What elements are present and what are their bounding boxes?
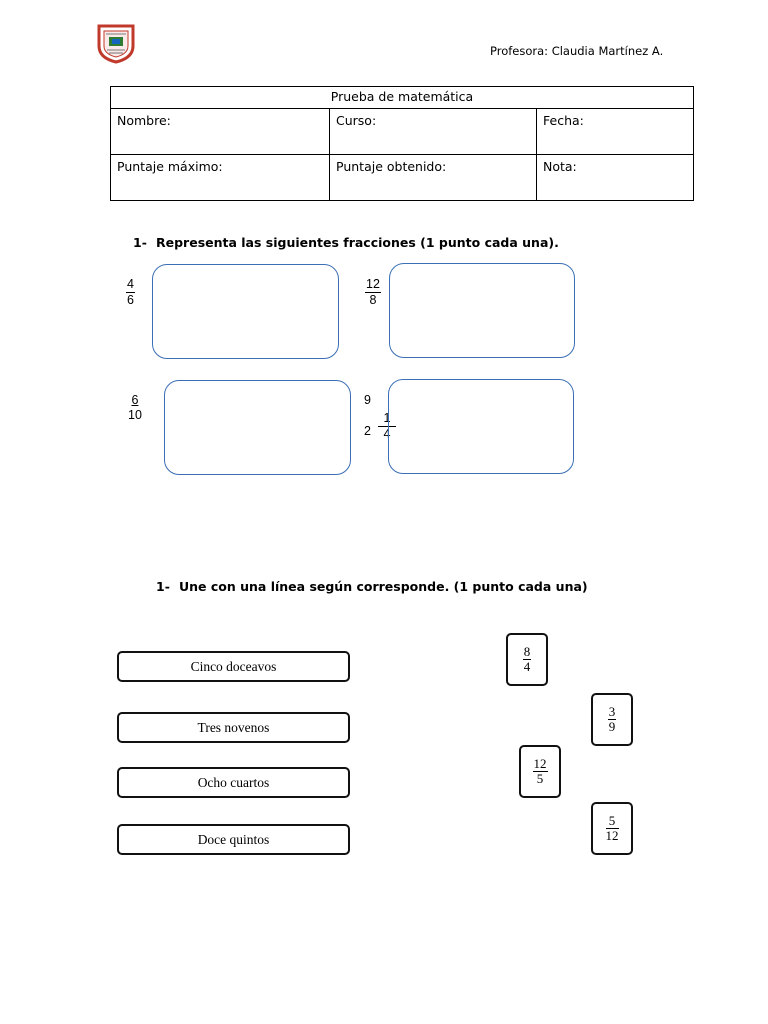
numerator: 8 <box>523 644 531 659</box>
numerator: 1 <box>378 411 396 427</box>
numerator: 12 <box>366 277 380 291</box>
word-box-doce-quintos[interactable]: Doce quintos <box>117 824 350 855</box>
denominator: 12 <box>605 828 619 843</box>
denominator: 5 <box>536 771 544 786</box>
numerator: 5 <box>606 814 619 829</box>
numerator: 3 <box>608 704 616 719</box>
fraction-card-5-12[interactable] <box>591 802 633 855</box>
denominator: 8 <box>369 293 377 307</box>
numerator: 12 <box>533 756 547 771</box>
question-text: Une con una línea según corresponde. (1 punto cada una) <box>179 579 588 594</box>
fraction-6-10 <box>128 393 142 423</box>
school-crest-logo <box>95 22 137 64</box>
denominator: 6 <box>127 293 134 307</box>
question-number: 1- <box>156 579 170 594</box>
fraction-card-12-5[interactable] <box>519 745 561 798</box>
teacher-name: Profesora: Claudia Martínez A. <box>490 44 664 58</box>
word-box-ocho-cuartos[interactable]: Ocho cuartos <box>117 767 350 798</box>
date-field[interactable]: Fecha: <box>537 109 694 155</box>
stray-number: 9 <box>364 393 371 407</box>
course-field[interactable]: Curso: <box>330 109 537 155</box>
denominator: 9 <box>608 719 616 734</box>
question-1-heading <box>133 235 559 250</box>
exam-title: Prueba de matemática <box>111 87 694 109</box>
fraction-4-6 <box>126 277 135 308</box>
answer-box-4[interactable] <box>388 379 574 474</box>
numerator: 6 <box>131 393 139 407</box>
fraction-card-8-4[interactable] <box>506 633 548 686</box>
denominator: 4 <box>523 659 531 674</box>
obtained-score-field[interactable]: Puntaje obtenido: <box>330 155 537 201</box>
question-number: 1- <box>133 235 147 250</box>
denominator: 4 <box>383 427 391 441</box>
denominator: 10 <box>128 408 142 422</box>
question-2-heading <box>156 579 588 594</box>
name-field[interactable]: Nombre: <box>111 109 330 155</box>
grade-field[interactable]: Nota: <box>537 155 694 201</box>
answer-box-2[interactable] <box>389 263 575 358</box>
fraction-12-8 <box>365 277 381 308</box>
exam-info-table <box>110 86 694 201</box>
word-box-tres-novenos[interactable]: Tres novenos <box>117 712 350 743</box>
question-text: Representa las siguientes fracciones (1 punto cada una). <box>156 235 559 250</box>
numerator: 4 <box>127 277 134 291</box>
answer-box-3[interactable] <box>164 380 351 475</box>
answer-box-1[interactable] <box>152 264 339 359</box>
fraction-card-3-9[interactable] <box>591 693 633 746</box>
word-box-cinco-doceavos[interactable]: Cinco doceavos <box>117 651 350 682</box>
max-score-field: Puntaje máximo: <box>111 155 330 201</box>
mixed-whole: 2 <box>364 424 371 438</box>
